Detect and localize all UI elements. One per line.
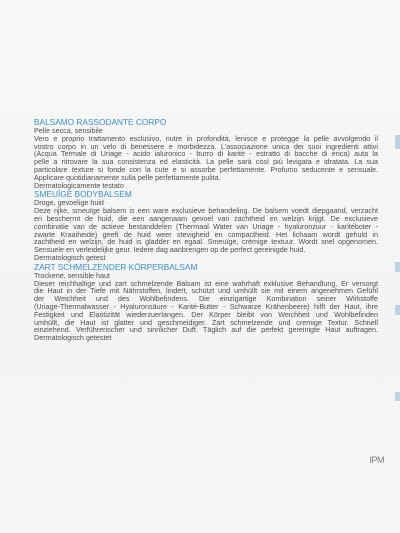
edge-tab (395, 305, 400, 315)
body-text-line: Applicare quotidianamente sulla pelle perfettamente pulita. (34, 172, 221, 182)
body-text-line: Dermatologicamente testato (34, 180, 124, 190)
section-heading: SMEUÏGE BODYBALSEM (34, 189, 132, 200)
skin-type-label: Pelle secca, sensibile (34, 126, 103, 135)
body-text-line: en beschermt de huid, die een aangenaam gevoel van zachtheid en welzijn krijgt. De exclusieve (34, 213, 378, 223)
product-section (34, 190, 378, 261)
body-text-line: (Uriage-Thermalwasser - Hyaluronsäure - Karité-Butter - Schwarze Krähenbeere) hilft der Haut, ihre (34, 301, 378, 311)
edge-tab (395, 135, 400, 149)
body-text-line: Festigkeit und Elastizität wiederzuerlangen. Der Körper bleibt von Weichheit und Wohlbefinden (34, 309, 378, 319)
section-heading: BALSAMO RASSODANTE CORPO (34, 117, 167, 127)
body-text-line: zachtheid en welzijn, de huid is gladder en egaal. Smeuïge, crèmige textuur. Wordt snel opgenomen. (34, 237, 378, 247)
body-text-line: Dermatologisch getestet (34, 333, 112, 343)
ipm-logo: IPM (369, 455, 384, 465)
body-text-line: (Acqua Termale di Uriage - acido ialuronico - burro di karitè - estratto di bacche di erica) auta la (34, 149, 378, 159)
body-text-line: combinatie van de actieve bestanddelen (Thermaal Water van Uriage - hyaluronzuur - karitéboter - (34, 221, 378, 231)
body-text-line: einziehend. Verführerischer und sinnlicher Duft. Täglich auf die perfekt gereinigte Haut auftragen. (34, 325, 378, 335)
body-text-line: vostro corpo in un velo di benessere e morbidezza. L'associazione unica dei suoi ingredienti attivi (34, 141, 378, 151)
body-text-line: Sensuele en verleidelijke geur. Iedere dag aanbrengen op de perfect gereinigde huid. (34, 245, 306, 255)
body-text-line: umhüllt, die Haut ist glatter und geschmeidiger. Zart schmelzende und cremige Textur. Schnell (34, 317, 378, 327)
body-text-line: der Weichheit und des Wohlbefindens. Die einzigartige Kombination seiner Wirkstoffe (34, 294, 378, 304)
skin-type-label: Trockene, sensible haut (34, 270, 111, 280)
body-text-line: pelle a ritrovare la sua consistenza ed elasticità. La pelle sarà così più levigata e idratata. La sua (34, 157, 378, 167)
section-heading: ZART SCHMELZENDER KÖRPERBALSAM (34, 261, 198, 272)
body-text-line: particolare texture si fonde con la cute e si assorbe perfettamente. Profumo seducente e sensuale. (34, 164, 378, 174)
body-text-line: Vero e proprio trattamento esclusivo, nutre in profondità, lenisce e protegge la pelle avvolgendo il (34, 133, 378, 143)
edge-tab (395, 392, 400, 401)
product-text-block (34, 118, 378, 343)
body-text-line: die Haut in der Tiefe mit Nährstoffen, lindert, schützt und umhüllt sie mit einem angenehmen Gefühl (34, 286, 378, 296)
product-section (34, 118, 378, 189)
body-text-line: Deze rijke, smeuïge balsem is een ware exclusieve behandeling. De balsem voedt diepgaand, verzacht (34, 206, 378, 216)
body-text-line: Dieser reichhaltige und zart schmelzende Balsam ist eine wahrhaft exklusive Behandlung. Er versorgt (34, 278, 378, 288)
product-section (34, 263, 378, 342)
skin-type-label: Droge, gevoelige huid (34, 198, 104, 208)
body-text-line: zwarte Kraaiheide) geeft de huid weer stevigheid en compactheid. Het lichaam wordt gehuld in (34, 229, 378, 239)
body-text-line: Dermatologisch getest (34, 252, 106, 262)
edge-tab (395, 262, 400, 272)
